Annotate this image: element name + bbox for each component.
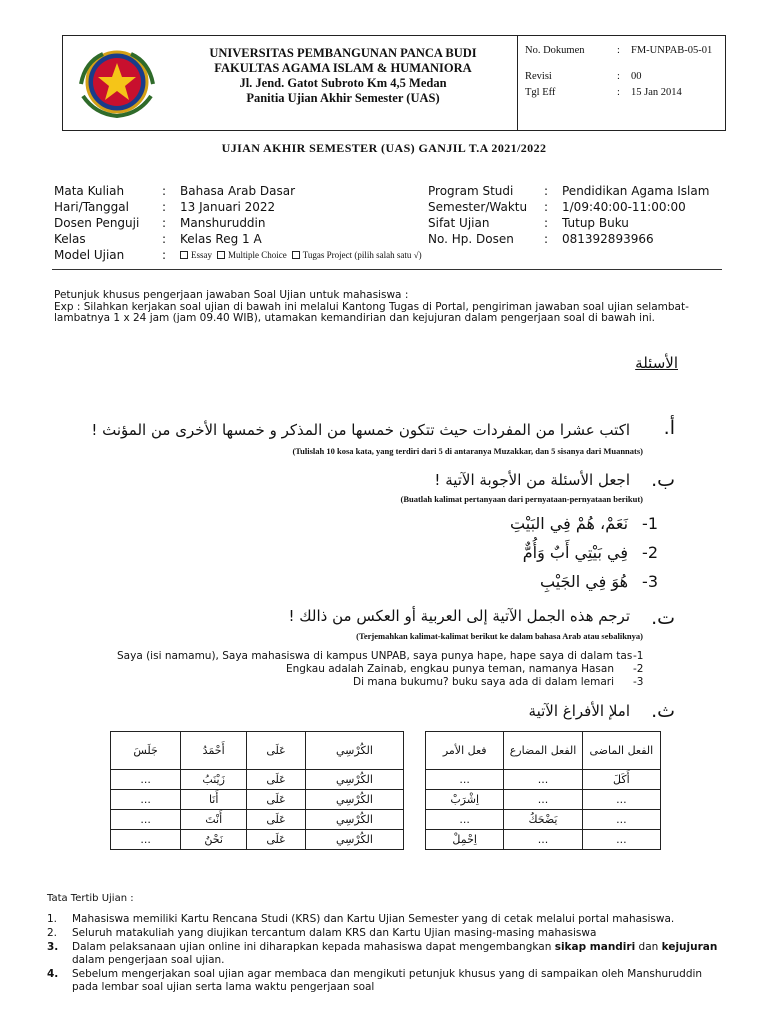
blank-cell[interactable]: ... [504, 770, 582, 790]
instructions [54, 290, 726, 325]
exam-model-options [180, 247, 434, 263]
blank-cell[interactable]: ... [582, 790, 660, 810]
table-cell: نَحْنُ [181, 830, 247, 850]
table-row [111, 810, 404, 830]
table-cell: الكُرْسِي [305, 790, 403, 810]
question-2-item: 3-هُوَ فِي الجَيْبِ [539, 572, 658, 591]
meta-value: 00 [631, 71, 642, 82]
translation-sentence: Di mana bukumu? buku saya ada di dalam lemari [353, 676, 614, 688]
question-2-text: اجعل الأسئلة من الأجوبة الآتية ! [434, 471, 630, 489]
table-header-row [426, 732, 661, 770]
instructions-body: Exp : Silahkan kerjakan soal ujian di bawah ini melalui Kantong Tugas di Portal, pengiriman jawaban soal ujian selambat-lambatnya 1 x 24 jam (jam 09.40 WIB), utamakan kemandirian dan kejujuran dalam pengerjaan soal di bawah ini. [54, 300, 689, 324]
table-row [426, 770, 661, 790]
blank-cell[interactable]: ... [582, 830, 660, 850]
table-header-cell: أَحْمَدُ [181, 732, 247, 770]
table-cell: أَنْتَ [181, 810, 247, 830]
question-1-translation: (Tulislah 10 kosa kata, yang terdiri dari 5 di antaranya Muzakkar, dan 5 sisanya dari Muannats) [292, 446, 643, 456]
meta-row-doc-number: No. Dokumen : FM-UNPAB-05-01 [525, 44, 725, 70]
info-row-exam-model: Model Ujian : Essay Multiple Choice Tugas Project (pilih salah satu √) [54, 247, 434, 263]
table-header-cell: عَلَى [247, 732, 306, 770]
exam-title: UJIAN AKHIR SEMESTER (UAS) GANJIL T.A 2021/2022 [221, 141, 547, 155]
info-row-class: Kelas : Kelas Reg 1 A [54, 232, 262, 246]
header-divider [517, 36, 518, 130]
question-4-letter: ث. [651, 700, 675, 722]
question-3-letter: ت. [651, 607, 675, 629]
info-row-lecturer-phone: No. Hp. Dosen : 081392893966 [428, 232, 654, 246]
blank-cell[interactable]: ... [111, 770, 181, 790]
table-header-cell: الكُرْسِي [305, 732, 403, 770]
meta-key: No. Dokumen [525, 45, 585, 56]
section-divider [52, 269, 722, 270]
question-1-text: اكتب عشرا من المفردات حيث تتكون خمسها من المذكر و خمسها الأخرى من المؤنث ! [91, 421, 630, 439]
rule-item: 4. Sebelum mengerjakan soal ujian agar membaca dan mengikuti petunjuk khusus yang di sampaikan oleh Manshuruddin pada lembar soal ujian serta lama waktu pengerjaan soal [47, 968, 703, 993]
translation-number: -3 [633, 676, 644, 688]
info-row-examiner: Dosen Penguji : Manshuruddin [54, 216, 266, 230]
university-address: Jl. Jend. Gatot Subroto Km 4,5 Medan [239, 76, 447, 90]
table-cell: الكُرْسِي [305, 810, 403, 830]
instructions-heading: Petunjuk khusus pengerjaan jawaban Soal Ujian untuk mahasiswa : [54, 289, 409, 301]
document-header [62, 35, 726, 131]
question-2-item: 2-فِي بَيْتِي أَبٌ وَأُمٌّ [522, 543, 658, 562]
rule-item: 2. Seluruh matakuliah yang diujikan tercantum dalam KRS dan Kartu Ujian masing-masing mahasiswa [47, 926, 597, 939]
program-info [428, 183, 738, 247]
table-cell: عَلَى [247, 810, 306, 830]
table-cell: عَلَى [247, 830, 306, 850]
institution-block [193, 46, 493, 106]
option-essay[interactable]: Essay [180, 247, 212, 263]
table-cell: عَلَى [247, 770, 306, 790]
table-cell: أَنَا [181, 790, 247, 810]
question-3-text: ترجم هذه الجمل الآتية إلى العربية أو العكس من ذالك ! [288, 607, 630, 625]
info-row-course: Mata Kuliah : Bahasa Arab Dasar [54, 184, 296, 198]
table-row [111, 830, 404, 850]
question-3-translation: (Terjemahkan kalimat-kalimat berikut ke dalam bahasa Arab atau sebaliknya) [356, 631, 643, 641]
table-row [111, 790, 404, 810]
info-row-date: Hari/Tanggal : 13 Januari 2022 [54, 200, 276, 214]
question-2-translation: (Buatlah kalimat pertanyaan dari pernyataan-pernyataan berikut) [400, 494, 643, 504]
course-info [54, 183, 434, 263]
table-row [426, 830, 661, 850]
meta-row-effective-date: Tgl Eff : 15 Jan 2014 [525, 86, 725, 99]
option-multiple-choice[interactable]: Multiple Choice [217, 247, 287, 263]
checkbox-icon[interactable] [217, 251, 225, 259]
rules-title: Tata Tertib Ujian : [47, 893, 134, 904]
fill-blank-table-sentences [110, 731, 404, 850]
university-name: UNIVERSITAS PEMBANGUNAN PANCA BUDI [209, 46, 477, 60]
checkbox-icon[interactable] [292, 251, 300, 259]
info-row-exam-type: Sifat Ujian : Tutup Buku [428, 216, 629, 230]
document-meta [525, 44, 725, 99]
blank-cell[interactable]: ... [582, 810, 660, 830]
blank-cell[interactable]: ... [111, 830, 181, 850]
meta-value: FM-UNPAB-05-01 [631, 45, 713, 56]
question-1-letter: أ. [663, 417, 675, 439]
translation-sentence: Engkau adalah Zainab, engkau punya teman, namanya Hasan [285, 663, 614, 675]
table-cell: الكُرْسِي [305, 770, 403, 790]
table-row [426, 790, 661, 810]
table-cell: يَضْحَكُ [504, 810, 582, 830]
table-cell: الكُرْسِي [305, 830, 403, 850]
meta-key: Tgl Eff [525, 87, 556, 98]
meta-value: 15 Jan 2014 [631, 87, 682, 98]
university-logo [75, 44, 159, 122]
blank-cell[interactable]: ... [504, 790, 582, 810]
rule-item: 1. Mahasiswa memiliki Kartu Rencana Studi (KRS) dan Kartu Ujian Semester yang di cetak melalui portal mahasiswa. [47, 913, 675, 925]
table-row [111, 770, 404, 790]
faculty-name: FAKULTAS AGAMA ISLAM & HUMANIORA [214, 61, 472, 75]
table-cell: عَلَى [247, 790, 306, 810]
table-cell: زَيْنَبُ [181, 770, 247, 790]
blank-cell[interactable]: ... [111, 810, 181, 830]
question-2-letter: ب. [651, 469, 675, 491]
info-row-semester: Semester/Waktu : 1/09:40:00-11:00:00 [428, 200, 686, 214]
rule-item: 3. Dalam pelaksanaan ujian online ini diharapkan kepada mahasiswa dapat mengembangkan sikap mandiri dan kejujuran dalam pengerjaan soal ujian. [47, 941, 718, 966]
questions-heading: الأسئلة [635, 354, 678, 372]
table-header-cell: الفعل المضارع [504, 732, 582, 770]
translation-sentence: Saya (isi namamu), Saya mahasiswa di kampus UNPAB, saya punya hape, hape saya di dalam tas [117, 650, 633, 662]
table-row [426, 810, 661, 830]
committee-name: Panitia Ujian Akhir Semester (UAS) [246, 91, 440, 105]
rules-list [47, 913, 727, 994]
table-cell: أَكَلَ [582, 770, 660, 790]
meta-row-revision: Revisi : 00 [525, 70, 725, 86]
option-project[interactable]: Tugas Project (pilih salah satu √) [292, 247, 422, 263]
translation-number: -1 [633, 650, 644, 662]
table-header-cell: فعل الأمر [426, 732, 504, 770]
blank-cell[interactable]: ... [426, 810, 504, 830]
blank-cell[interactable]: ... [426, 770, 504, 790]
table-header-cell: جَلَسَ [111, 732, 181, 770]
table-cell: اِحْمِلْ [426, 830, 504, 850]
meta-key: Revisi [525, 71, 552, 82]
question-2-item: 1-نَعَمْ، هُمْ فِي البَيْتِ [510, 514, 658, 533]
question-4-text: املإ الأفراغ الآتية [528, 702, 630, 720]
info-row-program: Program Studi : Pendidikan Agama Islam [428, 184, 710, 198]
translation-number: -2 [633, 663, 644, 675]
table-header-cell: الفعل الماضى [582, 732, 660, 770]
table-header-row [111, 732, 404, 770]
blank-cell[interactable]: ... [111, 790, 181, 810]
fill-blank-table-verbs [425, 731, 661, 850]
checkbox-icon[interactable] [180, 251, 188, 259]
blank-cell[interactable]: ... [504, 830, 582, 850]
table-cell: اِشْرَبْ [426, 790, 504, 810]
